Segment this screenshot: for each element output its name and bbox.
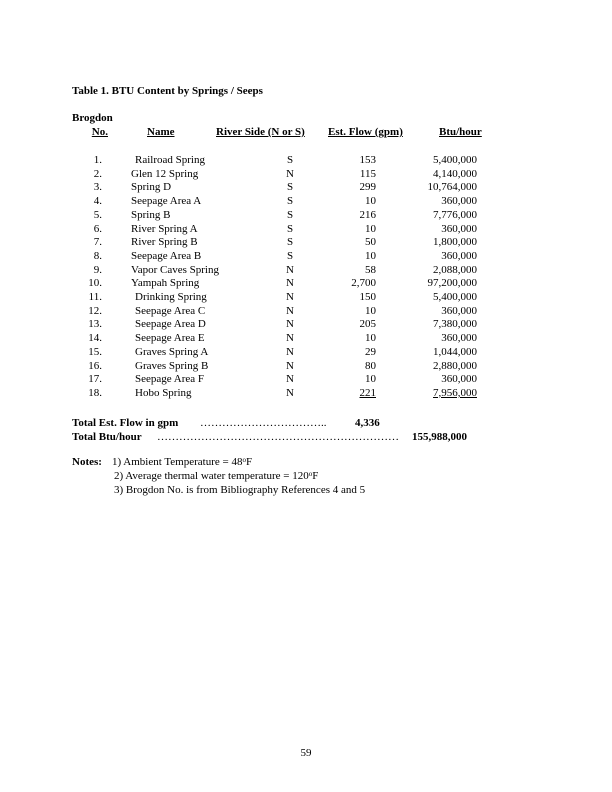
row-flow: 10 — [365, 249, 376, 262]
row-number: 16. — [88, 359, 102, 372]
page-number: 59 — [300, 747, 312, 759]
row-name: Yampah Spring — [131, 277, 200, 290]
row-river-side: N — [286, 386, 294, 399]
row-river-side: N — [286, 167, 294, 180]
row-btu: 10,764,000 — [427, 181, 477, 194]
row-number: 6. — [93, 222, 102, 235]
row-river-side: N — [286, 318, 294, 331]
row-btu: 97,200,000 — [427, 277, 477, 290]
row-river-side: S — [286, 249, 294, 262]
row-river-side: S — [286, 154, 294, 166]
row-btu: 2,880,000 — [433, 359, 477, 372]
row-flow: 216 — [359, 208, 376, 221]
row-name: Graves Spring A — [135, 345, 209, 358]
row-river-side: N — [286, 277, 294, 290]
row-name: River Spring A — [131, 222, 198, 235]
note-brogdon-reference: 3) Brogdon No. is from Bibliography References 4 and 5 — [114, 484, 366, 496]
row-btu: 4,140,000 — [433, 167, 477, 180]
row-number: 5. — [93, 208, 102, 221]
row-flow: 221 — [359, 386, 376, 399]
row-number: 17. — [88, 373, 102, 386]
row-river-side: N — [286, 291, 294, 303]
row-number: 12. — [88, 304, 102, 317]
row-btu: 360,000 — [441, 332, 477, 345]
row-number: 14. — [88, 332, 102, 345]
row-number: 11. — [88, 291, 102, 303]
row-name: Spring D — [131, 181, 172, 194]
row-river-side: S — [286, 208, 294, 221]
row-number: 4. — [93, 195, 102, 208]
row-name: Spring B — [131, 208, 171, 221]
row-name: Seepage Area B — [131, 249, 202, 262]
row-number: 9. — [93, 263, 102, 276]
row-flow: 80 — [365, 359, 376, 372]
row-name: Seepage Area A — [131, 195, 202, 208]
total-btu-value: 155,988,000 — [412, 431, 467, 443]
row-btu: 1,800,000 — [433, 236, 477, 249]
row-flow: 205 — [359, 318, 376, 331]
header-name: Name — [147, 126, 175, 138]
row-number: 7. — [93, 236, 102, 249]
row-flow: 10 — [365, 195, 376, 208]
row-flow: 10 — [365, 332, 376, 345]
row-btu: 7,380,000 — [433, 318, 477, 331]
header-no: No. — [91, 126, 108, 138]
row-flow: 150 — [359, 291, 376, 303]
row-btu: 5,400,000 — [433, 154, 477, 166]
row-flow: 10 — [365, 304, 376, 317]
note-water-temperature: 2) Average thermal water temperature = $120^oF$ — [114, 470, 319, 482]
row-flow: 115 — [359, 167, 376, 180]
row-flow: 299 — [359, 181, 376, 194]
row-number: 13. — [88, 318, 102, 331]
row-name: Seepage Area D — [135, 318, 206, 331]
row-flow: 10 — [365, 222, 376, 235]
row-river-side: N — [286, 373, 294, 386]
row-name: Seepage Area E — [135, 332, 205, 345]
header-flow: Est. Flow (gpm) — [328, 126, 403, 138]
row-btu: 2,088,000 — [433, 263, 477, 276]
row-btu: 360,000 — [441, 373, 477, 386]
total-btu-label: Total Btu/hour — [72, 431, 142, 443]
row-river-side: N — [286, 359, 294, 372]
total-flow-label: Total Est. Flow in gpm — [72, 417, 179, 429]
row-flow: 58 — [365, 263, 376, 276]
row-river-side: N — [286, 332, 294, 345]
row-name: Vapor Caves Spring — [131, 263, 219, 276]
row-river-side: S — [286, 195, 294, 208]
row-btu: 360,000 — [441, 195, 477, 208]
row-name: Seepage Area F — [135, 373, 205, 386]
row-name: River Spring B — [131, 236, 198, 249]
row-name: Drinking Spring — [135, 291, 207, 303]
header-brogdon: Brogdon — [72, 112, 113, 124]
row-name: Seepage Area C — [135, 304, 206, 317]
total-flow-leader: …………………………….. — [200, 417, 327, 429]
note-ambient-temperature: 1) Ambient Temperature = $48^oF$ — [112, 456, 253, 468]
row-btu: 7,776,000 — [433, 208, 477, 221]
row-name: Railroad Spring — [135, 154, 205, 166]
row-number: 1. — [93, 154, 102, 166]
row-river-side: S — [286, 222, 294, 235]
row-river-side: N — [286, 345, 294, 358]
row-river-side: S — [286, 181, 294, 194]
row-btu: 360,000 — [441, 249, 477, 262]
row-flow: 29 — [365, 345, 376, 358]
row-btu: 1,044,000 — [433, 345, 477, 358]
row-flow: 10 — [365, 373, 376, 386]
row-name: Graves Spring B — [135, 359, 209, 372]
row-name: Hobo Spring — [135, 386, 192, 399]
row-name: Glen 12 Spring — [131, 167, 199, 180]
header-river-side: River Side (N or S) — [216, 126, 305, 138]
row-river-side: N — [286, 304, 294, 317]
row-number: 3. — [93, 181, 102, 194]
row-btu: 360,000 — [441, 304, 477, 317]
row-btu: 5,400,000 — [433, 291, 477, 303]
row-number: 15. — [88, 345, 102, 358]
row-number: 18. — [88, 386, 102, 399]
total-btu-leader: ………………………………………………………… — [157, 431, 399, 443]
row-number: 10. — [88, 277, 102, 290]
row-btu: 360,000 — [441, 222, 477, 235]
table-title: Table 1. BTU Content by Springs / Seeps — [72, 85, 263, 97]
total-flow-value: 4,336 — [355, 417, 380, 429]
row-btu: 7,956,000 — [433, 386, 477, 399]
header-btu: Btu/hour — [439, 126, 482, 138]
row-number: 2. — [93, 167, 102, 180]
row-river-side: N — [286, 263, 294, 276]
row-river-side: S — [286, 236, 294, 249]
row-flow: 2,700 — [351, 277, 376, 290]
row-number: 8. — [93, 249, 102, 262]
notes-label: Notes: — [72, 456, 102, 468]
row-flow: 153 — [359, 154, 376, 166]
row-flow: 50 — [365, 236, 376, 249]
